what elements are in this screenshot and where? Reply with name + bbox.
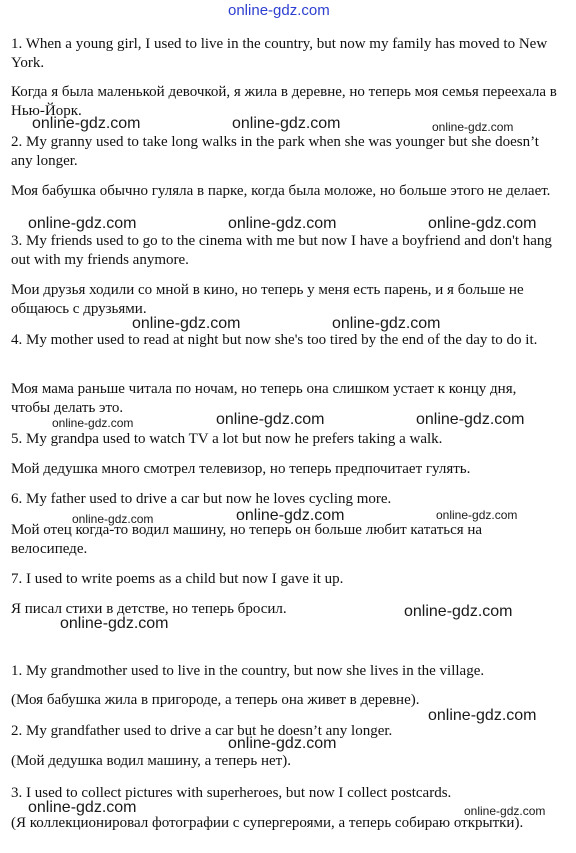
s1-item-5-en: 5. My grandpa used to watch TV a lot but now he prefers taking a walk. [11,431,443,447]
watermark: online-gdz.com [416,411,525,428]
s2-item-2-en: 2. My grandfather used to drive a car but he doesn’t any longer. [11,723,393,739]
s1-item-5-ru: Мой дедушка много смотрел телевизор, но теперь предпочитает гулять. [11,461,471,477]
s1-item-6-en: 6. My father used to drive a car but now he loves cycling more. [11,491,392,507]
watermark: online-gdz.com [228,735,337,752]
s1-item-3-ru: Мои друзья ходили со мной в кино, но теперь у меня есть парень, и я больше не общаюсь с друзьями. [11,282,524,317]
s1-item-1-ru: Когда я была маленькой девочкой, я жила в деревне, но теперь моя семья переехала в Нью-Йорк. [11,84,557,119]
s2-item-3-en: 3. I used to collect pictures with superheroes, but now I collect postcards. [11,785,452,801]
watermark: online-gdz.com [332,315,441,332]
watermark: online-gdz.com [32,115,141,132]
watermark: online-gdz.com [432,120,514,134]
s2-item-1-en: 1. My grandmother used to live in the country, but now she lives in the village. [11,663,485,679]
s1-item-2-en: 2. My granny used to take long walks in the park when she was younger but she doesn’t any longer. [11,134,539,169]
s1-item-7-ru: Я писал стихи в детстве, но теперь бросил. [11,601,287,617]
s1-item-2-ru: Моя бабушка обычно гуляла в парке, когда была моложе, но больше этого не делает. [11,183,551,199]
watermark-top: online-gdz.com [228,2,330,19]
watermark: online-gdz.com [428,215,537,232]
s1-item-6-ru: Мой отец когда-то водил машину, но теперь он больше любит кататься на велосипеде. [11,522,483,557]
watermark: online-gdz.com [216,411,325,428]
s1-item-4-en: 4. My mother used to read at night but now she's too tired by the end of the day to do it. [11,332,538,348]
s1-item-1-en: 1. When a young girl, I used to live in the country, but now my family has moved to New York. [11,36,548,71]
watermark: online-gdz.com [28,799,137,816]
s1-item-7-en: 7. I used to write poems as a child but now I gave it up. [11,571,344,587]
watermark: online-gdz.com [464,804,546,818]
watermark: online-gdz.com [132,315,241,332]
watermark: online-gdz.com [28,215,137,232]
s1-item-3-en: 3. My friends used to go to the cinema with me but now I have a boyfriend and don't hang out with my friends anymore. [11,233,552,268]
s2-item-3-ru: (Я коллекционировал фотографии с супергероями, а теперь собираю открытки). [11,815,524,831]
watermark: online-gdz.com [228,215,337,232]
watermark: online-gdz.com [52,416,134,430]
s1-item-4-ru: Моя мама раньше читала по ночам, но теперь она слишком устает к концу дня, чтобы делать это. [11,381,517,416]
watermark: online-gdz.com [404,603,513,620]
watermark: online-gdz.com [232,115,341,132]
watermark: online-gdz.com [236,507,345,524]
s2-item-2-ru: (Мой дедушка водил машину, а теперь нет). [11,753,291,769]
watermark: online-gdz.com [436,508,518,522]
s2-item-1-ru: (Моя бабушка жила в пригороде, а теперь она живет в деревне). [11,692,420,708]
watermark: online-gdz.com [428,707,537,724]
watermark: online-gdz.com [60,615,169,632]
watermark: online-gdz.com [72,512,154,526]
